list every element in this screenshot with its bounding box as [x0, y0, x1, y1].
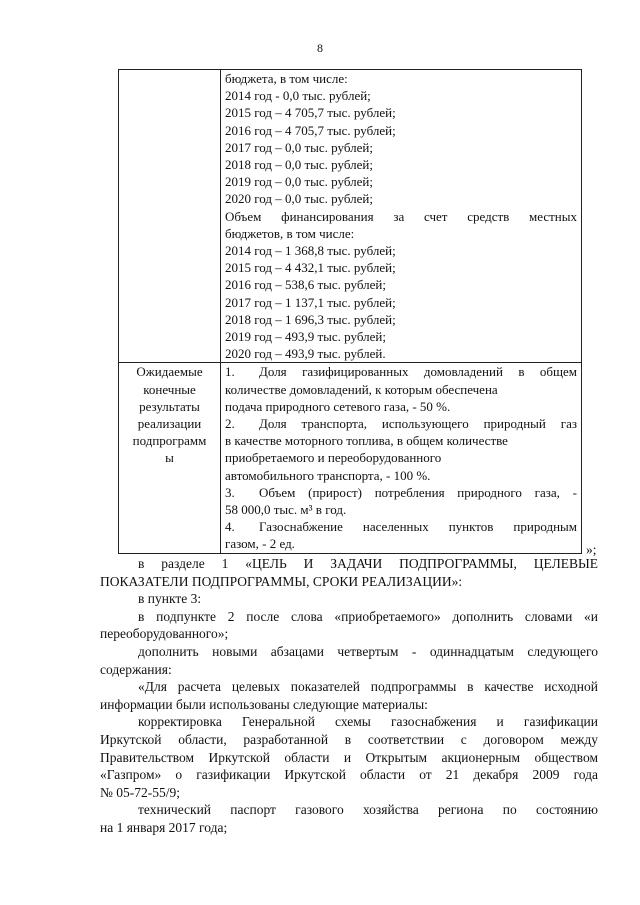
funding-line: 2015 год – 4 432,1 тыс. рублей;: [225, 260, 396, 276]
results-cell: [221, 363, 582, 553]
paragraph-line: в пункте 3:: [138, 591, 202, 607]
funding-line: Объем финансирования за счет средств местных: [225, 208, 577, 224]
results-label-line: конечные: [143, 381, 196, 397]
funding-line: 2017 год – 1 137,1 тыс. рублей;: [225, 294, 396, 310]
result-item: [225, 415, 577, 484]
result-line: 58 000,0 тыс. м³ в год.: [225, 502, 347, 518]
result-item: [225, 363, 577, 415]
funding-line: 2019 год – 493,9 тыс. рублей;: [225, 329, 386, 345]
page-number: 8: [317, 41, 323, 55]
result-first-line: Газоснабжение населенных пунктов природным: [259, 519, 577, 535]
paragraph-line: переоборудованного»;: [100, 626, 229, 642]
results-label-line: подпрограмм: [132, 433, 207, 449]
paragraph-line: содержания:: [100, 661, 172, 677]
paragraph-line: корректировка Генеральной схемы газоснабжения и газификации: [138, 714, 598, 730]
result-line: количестве домовладений, к которым обеспечена: [225, 381, 498, 397]
funding-line: 2019 год – 0,0 тыс. рублей;: [225, 174, 373, 190]
result-line: газом, - 2 ед.: [225, 536, 295, 552]
result-first-line: Доля транспорта, использующего природный газ: [259, 416, 577, 432]
closing-quote-mark: »;: [586, 542, 597, 557]
result-number: 3.: [225, 484, 235, 500]
program-passport-table: [118, 69, 582, 554]
results-label-line: результаты: [139, 398, 200, 414]
body-text: [100, 555, 598, 837]
paragraph-line: технический паспорт газового хозяйства региона по состоянию: [138, 802, 598, 818]
paragraph-line: ПОКАЗАТЕЛИ ПОДПРОГРАММЫ, СРОКИ РЕАЛИЗАЦИИ»:: [100, 573, 463, 589]
funding-cell: [221, 70, 582, 363]
results-label-line: Ожидаемые: [136, 364, 203, 380]
funding-line: 2018 год – 0,0 тыс. рублей;: [225, 157, 373, 173]
result-item: [225, 484, 577, 518]
result-first-line: Объем (прирост) потребления природного газа, -: [259, 484, 577, 500]
paragraph-line: дополнить новыми абзацами четвертым - одиннадцатым следующего: [138, 643, 598, 659]
result-line: приобретаемого и переоборудованного: [225, 450, 442, 466]
results-label-line: ы: [165, 450, 174, 466]
result-item: [225, 518, 577, 552]
funding-line: 2014 год - 0,0 тыс. рублей;: [225, 88, 371, 104]
funding-line: 2015 год – 4 705,7 тыс. рублей;: [225, 105, 396, 121]
result-number: 1.: [225, 364, 235, 380]
results-row: [119, 363, 582, 553]
paragraph-line: в подпункте 2 после слова «приобретаемого» дополнить словами «и: [138, 608, 598, 624]
funding-row: [119, 70, 582, 363]
results-label-line: реализации: [137, 416, 202, 432]
funding-label-cell: [119, 70, 221, 363]
paragraph-line: информации были использованы следующие материалы:: [100, 696, 428, 712]
result-line: подача природного сетевого газа, - 50 %.: [225, 398, 451, 414]
funding-line: 2020 год – 0,0 тыс. рублей;: [225, 191, 373, 207]
funding-line: 2018 год – 1 696,3 тыс. рублей;: [225, 311, 396, 327]
result-line: в качестве моторного топлива, в общем количестве: [225, 433, 508, 449]
paragraph-line: Иркутской области, разработанной в соответствии с договором между: [100, 731, 598, 747]
result-number: 2.: [225, 416, 235, 432]
result-number: 4.: [225, 519, 235, 535]
funding-line: 2020 год – 493,9 тыс. рублей.: [225, 346, 386, 362]
paragraph-line: в разделе 1 «ЦЕЛЬ И ЗАДАЧИ ПОДПРОГРАММЫ, ЦЕЛЕВЫЕ: [138, 556, 598, 571]
result-first-line: Доля газифицированных домовладений в общем: [259, 364, 577, 380]
paragraph-line: № 05-72-55/9;: [100, 784, 180, 800]
funding-line: 2016 год – 4 705,7 тыс. рублей;: [225, 122, 396, 138]
paragraph-line: «Газпром» о газификации Иркутской области от 21 декабря 2009 года: [100, 767, 598, 783]
funding-line: бюджетов, в том числе:: [225, 225, 355, 241]
funding-line: 2017 год – 0,0 тыс. рублей;: [225, 139, 373, 155]
funding-line: 2016 год – 538,6 тыс. рублей;: [225, 277, 386, 293]
paragraph-line: на 1 января 2017 года;: [100, 819, 228, 835]
result-line: автомобильного транспорта, - 100 %.: [225, 467, 431, 483]
funding-line: бюджета, в том числе:: [225, 71, 348, 86]
results-label-cell: [119, 363, 221, 553]
paragraph-line: «Для расчета целевых показателей подпрограммы в качестве исходной: [138, 679, 598, 695]
funding-line: 2014 год – 1 368,8 тыс. рублей;: [225, 243, 396, 259]
paragraph-line: Правительством Иркутской области и Открытым акционерным обществом: [100, 749, 598, 765]
